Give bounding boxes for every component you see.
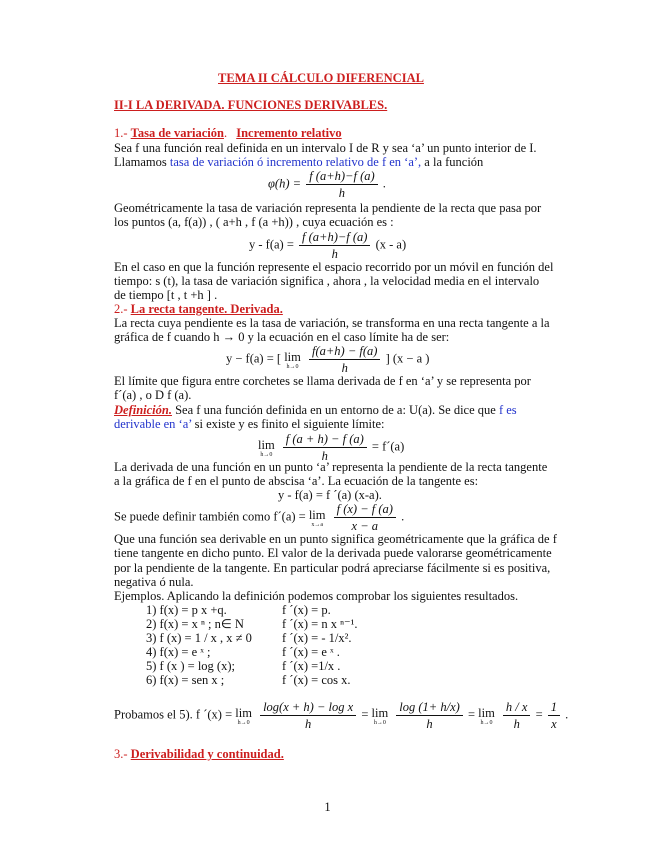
- definition-line: [114, 417, 385, 432]
- lim-sub: h→0: [480, 719, 493, 726]
- definition-label: Definición.: [114, 403, 172, 417]
- numerator: f (a + h) − f (a): [283, 431, 367, 448]
- example-function: 3) f (x) = 1 / x , x ≠ 0: [146, 631, 252, 645]
- equation-tangent-limit: [226, 343, 429, 376]
- paragraph-line: Que una función sea derivable en un punto significa geométricamente que la gráfica de f: [114, 532, 557, 546]
- text-run: a la función: [421, 155, 484, 169]
- denominator: x: [551, 717, 557, 731]
- paragraph-line: La derivada de una función en un punto ‘a’ representa la pendiente de la recta tangente: [114, 460, 548, 474]
- example-derivative: f ´(x) = p.: [282, 603, 331, 617]
- paragraph-line: negativa ó nula.: [114, 575, 194, 589]
- heading-derivabilidad: [114, 747, 284, 762]
- paragraph-line: por la pendiente de la tangente. En particular podrá apreciarse fácilmente si es positiva,: [114, 561, 551, 575]
- fraction: [306, 168, 377, 201]
- equation-end: .: [382, 176, 386, 191]
- denominator: h: [426, 717, 433, 731]
- equation-left: Se puede definir también como f´(a) =: [114, 509, 306, 524]
- definition-line: [114, 403, 517, 418]
- limit-operator: [372, 706, 389, 726]
- denominator: x − a: [351, 519, 379, 533]
- lim-text: lim: [284, 349, 301, 364]
- lim-text: lim: [235, 705, 252, 720]
- denominator: h: [513, 717, 520, 731]
- limit-operator: [284, 350, 301, 370]
- numerator: f (x) − f (a): [334, 501, 396, 518]
- example-function: 2) f(x) = x ⁿ ; n∈ N: [146, 617, 244, 631]
- equation-right: (x - a): [375, 237, 407, 252]
- paragraph-line: Geométricamente la tasa de variación representa la pendiente de la recta que pasa por: [114, 201, 542, 215]
- heading-text: La recta tangente. Derivada.: [130, 302, 283, 316]
- equation-right: = f´(a): [371, 439, 405, 454]
- numerator: log (1+ h/x): [396, 699, 463, 716]
- example-function: 6) f(x) = sen x ;: [146, 673, 225, 687]
- limit-operator: [309, 508, 326, 528]
- paragraph-line: Ejemplos. Aplicando la definición podemos comprobar los siguientes resultados.: [114, 589, 519, 603]
- paragraph-line: gráfica de f cuando h → 0 y la ecuación en el caso límite ha de ser:: [114, 330, 450, 344]
- heading-tasa-variacion: [114, 126, 342, 141]
- equation-end: .: [565, 707, 569, 722]
- equals-sign: =: [535, 707, 546, 722]
- denominator: h: [338, 186, 346, 200]
- example-function: 4) f(x) = e ˣ ;: [146, 645, 211, 659]
- numerator: h / x: [503, 699, 531, 716]
- equation-label: φ(h) =: [268, 176, 302, 191]
- example-derivative: f ´(x) = e ˣ .: [282, 645, 340, 659]
- denominator: h: [305, 717, 312, 731]
- lim-text: lim: [258, 437, 275, 452]
- equation-left: y − f(a) = [: [226, 351, 282, 366]
- text-run: Sea f una función definida en un entorno de a: U(a). Se dice que: [171, 403, 499, 417]
- heading-number: 3.-: [114, 747, 128, 761]
- page-number: 1: [324, 800, 331, 814]
- lim-sub: h→0: [260, 451, 273, 458]
- paragraph-line: f´(a) , o D f (a).: [114, 388, 192, 402]
- section-heading: II-I LA DERIVADA. FUNCIONES DERIVABLES.: [114, 98, 388, 112]
- heading-number: 1.-: [114, 126, 128, 140]
- equals-sign: =: [361, 707, 372, 722]
- denominator: h: [341, 361, 348, 375]
- equation-left: Probamos el 5). f ´(x) =: [114, 707, 233, 722]
- fraction: [396, 699, 463, 732]
- denominator: h: [321, 449, 328, 463]
- equation-end: .: [401, 509, 405, 524]
- fraction: [309, 343, 380, 376]
- lim-sub: h→0: [286, 363, 299, 370]
- highlight-text: tasa de variación ó incremento relativo de f en ‘a’,: [169, 155, 422, 169]
- numerator: log(x + h) − log x: [260, 699, 356, 716]
- equation-phi: [268, 168, 386, 201]
- heading-tasa: Tasa de variación: [130, 126, 224, 140]
- example-derivative: f ´(x) =1/x .: [282, 659, 341, 673]
- fraction: [260, 699, 356, 732]
- fraction: [299, 229, 370, 262]
- equals-sign: =: [467, 707, 479, 722]
- paragraph-line: tiempo: s (t), la tasa de variación significa , ahora , la velocidad media en el intervalo: [114, 274, 540, 288]
- equation-alt-definition: [114, 501, 404, 534]
- heading-number: 2.-: [114, 302, 128, 316]
- heading-recta-tangente: [114, 302, 283, 317]
- lim-text: lim: [308, 507, 326, 522]
- paragraph-line: los puntos (a, f(a)) , ( a+h , f (a +h)) , cuya ecuación es :: [114, 215, 394, 229]
- heading-text: Derivabilidad y continuidad.: [130, 747, 284, 761]
- tangent-equation: y - f(a) = f ´(a) (x-a).: [278, 488, 382, 502]
- highlight-text: derivable en ‘a’: [114, 417, 192, 431]
- paragraph-line: La recta cuya pendiente es la tasa de variación, se transforma en una recta tangente a la: [114, 316, 550, 330]
- proof-equation: [114, 699, 568, 732]
- lim-sub: x→a: [311, 521, 323, 528]
- heading-incremento: Incremento relativo: [236, 126, 342, 140]
- denominator: h: [331, 247, 338, 261]
- paragraph-line: En el caso en que la función represente el espacio recorrido por un móvil en función del: [114, 260, 554, 274]
- example-function: 1) f(x) = p x +q.: [146, 603, 227, 617]
- example-derivative: f ´(x) = n x ⁿ⁻¹.: [282, 617, 358, 631]
- heading-sep: .: [223, 126, 228, 140]
- paragraph-line: tiene tangente en dicho punto. El valor de la derivada puede valorarse geométricamente: [114, 546, 552, 560]
- lim-text: lim: [371, 705, 389, 720]
- equation-right: ] (x − a ): [385, 351, 430, 366]
- paragraph-line: El límite que figura entre corchetes se llama derivada de f en ‘a’ y se representa por: [114, 374, 531, 388]
- example-derivative: f ´(x) = - 1/x².: [282, 631, 352, 645]
- fraction: [503, 699, 531, 732]
- fraction: [548, 699, 560, 732]
- limit-operator: [478, 706, 495, 726]
- text-run: Llamamos: [114, 155, 170, 169]
- equation-secant: [249, 229, 406, 262]
- paragraph-line: Sea f una función real definida en un intervalo I de R y sea ‘a’ un punto interior de I.: [114, 141, 537, 155]
- document-title: TEMA II CÁLCULO DIFERENCIAL: [218, 71, 424, 85]
- limit-operator: [258, 438, 275, 458]
- paragraph-line: a la gráfica de f en el punto de abscisa ‘a’. La ecuación de la tangente es:: [114, 474, 479, 488]
- limit-operator: [235, 706, 252, 726]
- numerator: f (a+h)−f (a): [299, 229, 370, 246]
- lim-text: lim: [478, 705, 495, 720]
- lim-sub: h→0: [237, 719, 250, 726]
- numerator: f(a+h) − f(a): [309, 343, 380, 360]
- example-function: 5) f (x ) = log (x);: [146, 659, 235, 673]
- text-run: si existe y es finito el siguiente límite:: [191, 417, 385, 431]
- numerator: f (a+h)−f (a): [306, 168, 377, 185]
- paragraph-line: de tiempo [t , t +h ] .: [114, 288, 218, 302]
- lim-sub: h→0: [373, 719, 386, 726]
- highlight-text: f es: [498, 403, 517, 417]
- numerator: 1: [548, 699, 560, 716]
- equation-left: y - f(a) =: [249, 237, 294, 252]
- fraction: [334, 501, 396, 534]
- example-derivative: f ´(x) = cos x.: [282, 673, 351, 687]
